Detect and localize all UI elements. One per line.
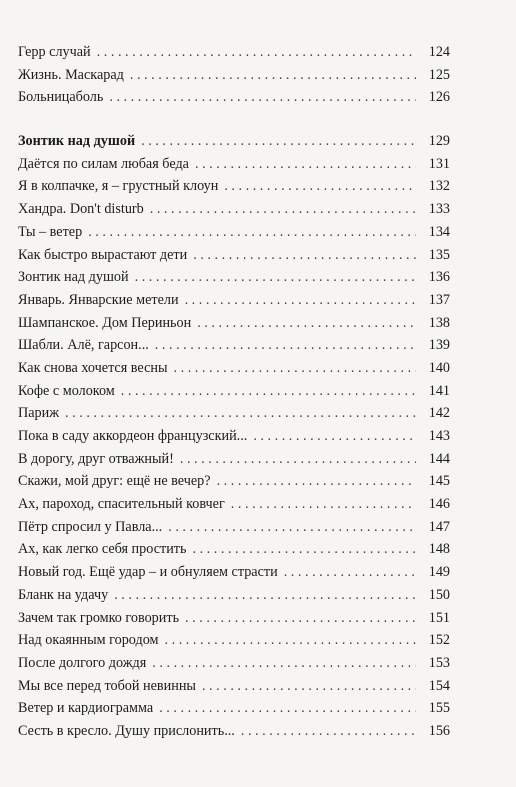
toc-entry-title: Январь. Январские метели (18, 291, 179, 308)
toc-entry (18, 44, 450, 67)
toc-entry-page: 144 (428, 450, 450, 467)
toc-entry (18, 67, 450, 90)
toc-entry (18, 360, 450, 383)
toc-entry (18, 632, 450, 655)
toc-entry (18, 496, 450, 519)
dot-leader (168, 519, 416, 536)
toc-entry (18, 723, 450, 746)
table-of-contents (18, 44, 450, 746)
toc-entry (18, 428, 450, 451)
dot-leader (152, 655, 416, 672)
toc-entry (18, 89, 450, 112)
toc-entry-title: Я в колпачке, я – грустный клоун (18, 178, 219, 195)
dot-leader (150, 201, 416, 218)
toc-entry-title: Сесть в кресло. Душу прислонить... (18, 722, 235, 739)
toc-entry (18, 337, 450, 360)
dot-leader (195, 156, 416, 173)
section-spacer (18, 112, 450, 133)
toc-entry (18, 473, 450, 496)
toc-entry-page: 132 (428, 178, 450, 195)
toc-entry-title: Ах, пароход, спасительный ковчег (18, 496, 225, 513)
toc-entry-title: Герр случай (18, 44, 91, 60)
toc-entry (18, 224, 450, 247)
dot-leader (141, 133, 416, 150)
dot-leader (135, 269, 416, 286)
toc-entry-title: Бланк на удачу (18, 586, 109, 603)
dot-leader (231, 496, 416, 513)
dot-leader (114, 587, 416, 604)
toc-entry (18, 519, 450, 542)
dot-leader (217, 473, 416, 490)
toc-entry-title: Скажи, мой друг: ещё не вечер? (18, 473, 211, 490)
toc-entry-page: 126 (428, 89, 450, 106)
toc-entry-page: 133 (428, 201, 450, 218)
dot-leader (155, 337, 416, 354)
toc-entry (18, 247, 450, 270)
toc-entry-page: 151 (428, 609, 450, 626)
toc-entry-title: Зачем так громко говорить (18, 609, 180, 626)
toc-entry-title: Пока в саду аккордеон французский... (18, 428, 248, 444)
toc-entry (18, 178, 450, 201)
toc-entry (18, 156, 450, 179)
toc-entry-title: Пётр спросил у Павла... (18, 518, 163, 535)
toc-entry-title: Как снова хочется весны (18, 359, 168, 376)
toc-entry-title: Кофе с молоком (18, 382, 115, 399)
toc-entry-title: Ветер и кардиограмма (18, 700, 154, 717)
dot-leader (197, 315, 416, 332)
toc-entry-page: 125 (428, 66, 450, 83)
dot-leader (65, 405, 416, 422)
toc-entry-page: 146 (428, 496, 450, 513)
toc-entry (18, 292, 450, 315)
toc-section-heading (18, 133, 450, 156)
toc-entry-page: 147 (428, 518, 450, 535)
dot-leader (193, 247, 416, 264)
toc-entry-title: Как быстро вырастают дети (18, 246, 188, 263)
toc-entry-page: 143 (428, 428, 450, 444)
toc-entry-page: 150 (428, 586, 450, 603)
toc-entry-page: 138 (428, 314, 450, 331)
toc-entry-page: 148 (428, 541, 450, 558)
toc-entry (18, 315, 450, 338)
dot-leader (121, 383, 416, 400)
toc-entry-title: Мы все перед тобой невинны (18, 677, 196, 694)
toc-entry (18, 610, 450, 633)
toc-entry (18, 655, 450, 678)
toc-entry-page: 124 (428, 44, 450, 60)
toc-entry-page: 154 (428, 677, 450, 694)
dot-leader (180, 451, 416, 468)
toc-entry-title: Над окаянным городом (18, 632, 159, 649)
toc-entry-title: Даётся по силам любая беда (18, 155, 189, 172)
toc-entry-title: После долгого дождя (18, 654, 147, 671)
dot-leader (97, 44, 416, 61)
toc-entry-page: 135 (428, 246, 450, 263)
toc-entry (18, 700, 450, 723)
toc-entry-page: 139 (428, 337, 450, 354)
dot-leader (202, 678, 416, 695)
toc-entry-page: 131 (428, 155, 450, 172)
dot-leader (159, 700, 416, 717)
toc-entry-page: 153 (428, 654, 450, 671)
dot-leader (241, 723, 416, 740)
dot-leader (253, 428, 416, 445)
toc-entry-title: В дорогу, друг отважный! (18, 450, 174, 467)
toc-entry-title: Париж (18, 405, 60, 422)
toc-entry-title: Больницаболь (18, 89, 104, 106)
dot-leader (174, 360, 417, 377)
toc-entry-title: Ах, как легко себя простить (18, 541, 187, 558)
toc-entry-page: 140 (428, 359, 450, 376)
toc-entry-title: Ты – ветер (18, 223, 83, 240)
toc-entry (18, 678, 450, 701)
toc-entry (18, 383, 450, 406)
dot-leader (185, 610, 416, 627)
dot-leader (185, 292, 416, 309)
toc-entry (18, 587, 450, 610)
dot-leader (109, 89, 416, 106)
dot-leader (88, 224, 416, 241)
toc-entry-page: 134 (428, 223, 450, 240)
toc-entry-page: 149 (428, 564, 450, 581)
toc-entry-title: Хандра. Don't disturb (18, 201, 144, 218)
toc-entry (18, 564, 450, 587)
toc-entry (18, 451, 450, 474)
section-page: 129 (428, 133, 450, 150)
toc-entry (18, 405, 450, 428)
toc-entry (18, 541, 450, 564)
toc-entry-title: Шампанское. Дом Периньон (18, 314, 192, 331)
toc-entry (18, 201, 450, 224)
toc-entry-page: 141 (428, 382, 450, 399)
toc-entry-page: 142 (428, 405, 450, 422)
toc-entry-page: 145 (428, 473, 450, 490)
toc-entry-page: 156 (428, 722, 450, 739)
toc-entry-page: 136 (428, 269, 450, 286)
toc-entry-page: 137 (428, 291, 450, 308)
toc-entry-page: 152 (428, 632, 450, 649)
dot-leader (224, 178, 416, 195)
toc-entry-title: Шабли. Алё, гарсон... (18, 337, 149, 354)
toc-entry-title: Новый год. Ещё удар – и обнуляем страсти (18, 564, 278, 581)
dot-leader (284, 564, 416, 581)
toc-entry-page: 155 (428, 700, 450, 717)
dot-leader (130, 67, 416, 84)
dot-leader (165, 632, 416, 649)
section-title: Зонтик над душой (18, 133, 136, 150)
toc-entry (18, 269, 450, 292)
toc-entry-title: Жизнь. Маскарад (18, 66, 124, 83)
toc-entry-title: Зонтик над душой (18, 269, 129, 286)
dot-leader (192, 541, 416, 558)
